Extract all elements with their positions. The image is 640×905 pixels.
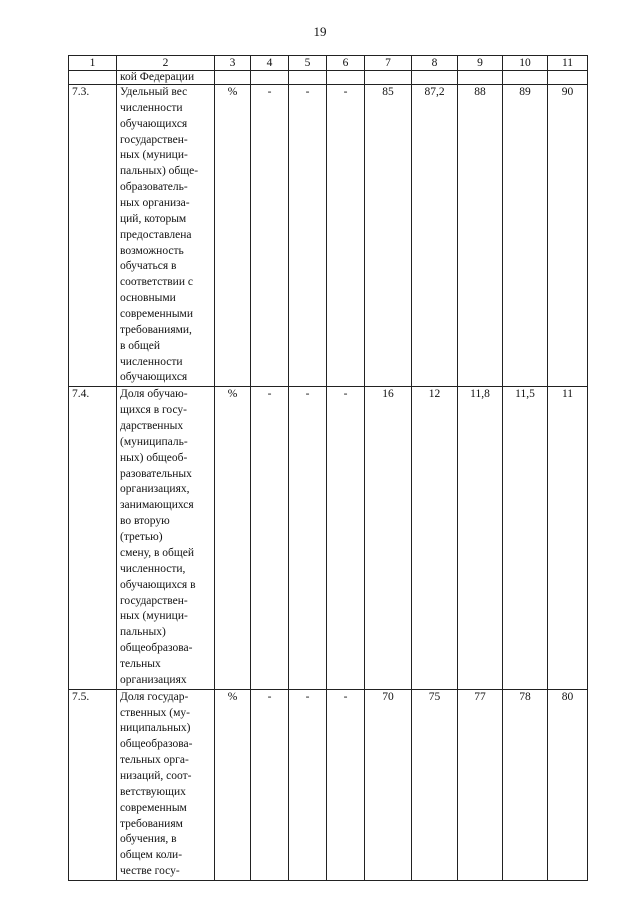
indicator-name-line: общеобразова- xyxy=(120,642,193,655)
row-number: 7.4. xyxy=(69,387,117,689)
value-cell-8: 87,2 xyxy=(412,85,458,387)
value-cell-10: 11,5 xyxy=(503,387,548,689)
value-cell-11: 90 xyxy=(548,85,588,387)
indicator-name-line: дарственных xyxy=(120,420,184,433)
row-number: 7.3. xyxy=(69,85,117,387)
indicator-name-line: смену, в общей xyxy=(120,546,195,559)
indicator-name-line: общеобразова- xyxy=(120,738,193,751)
column-header: 3 xyxy=(215,56,251,71)
value-cell-8: 12 xyxy=(412,387,458,689)
column-header: 2 xyxy=(117,56,215,71)
indicator-name-line: тельных орга- xyxy=(120,754,189,767)
indicator-name-line: Доля обучаю- xyxy=(120,388,188,401)
column-header: 7 xyxy=(365,56,412,71)
indicator-name-line: Доля государ- xyxy=(120,690,189,703)
indicator-name-line: соответствии с xyxy=(120,276,193,289)
indicator-name-line: обучающихся xyxy=(120,371,188,384)
indicator-name-line: (третью) xyxy=(120,531,163,544)
indicator-name-line: образователь- xyxy=(120,181,188,194)
column-header: 11 xyxy=(548,56,588,71)
unit-cell: % xyxy=(215,85,251,387)
indicator-name-line: требованиям xyxy=(120,817,183,830)
indicator-name-line: численности xyxy=(120,355,183,368)
value-cell-11: 80 xyxy=(548,689,588,880)
indicator-name-line: предоставлена xyxy=(120,228,192,241)
value-cell-4: - xyxy=(251,85,289,387)
indicators-table xyxy=(68,55,588,881)
indicator-name-line: современными xyxy=(120,308,193,321)
value-cell-8: 75 xyxy=(412,689,458,880)
indicator-name-line: ственных (му- xyxy=(120,706,190,719)
indicator-name-line: пальных) xyxy=(120,626,166,639)
value-cell-7: 16 xyxy=(365,387,412,689)
indicator-name-line: ных (муници- xyxy=(120,610,188,623)
value-cell-6: - xyxy=(327,689,365,880)
continuation-text: кой Федерации xyxy=(117,71,215,85)
indicator-name-line: обучения, в xyxy=(120,833,177,846)
indicator-name-line: Удельный вес xyxy=(120,86,188,98)
value-cell-4: - xyxy=(251,387,289,689)
indicator-name-line: в общей xyxy=(120,339,161,352)
column-header: 10 xyxy=(503,56,548,71)
indicator-name-line: численности, xyxy=(120,562,186,575)
indicator-name-line: разовательных xyxy=(120,467,192,480)
value-cell-5: - xyxy=(289,387,327,689)
indicator-name-line: основными xyxy=(120,292,176,305)
indicator-name-line: низаций, соот- xyxy=(120,769,192,782)
header-row xyxy=(69,56,588,71)
indicator-name-line: требованиями, xyxy=(120,323,192,336)
indicator-name-line: государствен- xyxy=(120,594,188,607)
indicator-name xyxy=(117,387,215,689)
indicator-name-line: обучающихся в xyxy=(120,578,196,591)
table-row xyxy=(69,689,588,880)
indicator-name-line: государствен- xyxy=(120,133,188,146)
value-cell-6: - xyxy=(327,85,365,387)
value-cell-5: - xyxy=(289,689,327,880)
indicator-name-line: общем коли- xyxy=(120,849,183,862)
column-header: 1 xyxy=(69,56,117,71)
indicator-name-line: ных) общеоб- xyxy=(120,451,188,464)
column-header: 9 xyxy=(458,56,503,71)
indicator-name-line: ций, которым xyxy=(120,212,187,225)
value-cell-10: 78 xyxy=(503,689,548,880)
indicator-name-line: пальных) обще- xyxy=(120,165,199,178)
indicator-name-line: занимающихся xyxy=(120,499,194,512)
page-number: 19 xyxy=(313,24,327,39)
column-header: 5 xyxy=(289,56,327,71)
indicator-name-line: честве госу- xyxy=(120,865,180,878)
indicator-name-line: во вторую xyxy=(120,515,170,528)
indicator-name-line: ных организа- xyxy=(120,197,190,210)
indicator-name-line: ветствующих xyxy=(120,785,186,798)
indicator-name-line: возможность xyxy=(120,244,184,257)
unit-cell: % xyxy=(215,689,251,880)
indicator-name xyxy=(117,85,215,387)
value-cell-4: - xyxy=(251,689,289,880)
column-header: 6 xyxy=(327,56,365,71)
table-row xyxy=(69,387,588,689)
value-cell-10: 89 xyxy=(503,85,548,387)
value-cell-9: 11,8 xyxy=(458,387,503,689)
indicator-name-line: организациях xyxy=(120,673,187,686)
indicator-name-line: тельных xyxy=(120,657,161,670)
value-cell-7: 85 xyxy=(365,85,412,387)
value-cell-7: 70 xyxy=(365,689,412,880)
value-cell-9: 88 xyxy=(458,85,503,387)
indicator-name xyxy=(117,689,215,880)
continuation-row xyxy=(69,71,588,85)
indicator-name-line: ных (муници- xyxy=(120,149,188,162)
indicator-name-line: современным xyxy=(120,801,187,814)
indicator-name-line: численности xyxy=(120,101,183,114)
indicator-name-line: обучающихся xyxy=(120,117,188,130)
indicator-name-line: щихся в госу- xyxy=(120,404,188,417)
unit-cell: % xyxy=(215,387,251,689)
column-header: 8 xyxy=(412,56,458,71)
row-number: 7.5. xyxy=(69,689,117,880)
table-row xyxy=(69,85,588,387)
value-cell-9: 77 xyxy=(458,689,503,880)
indicator-name-line: организациях, xyxy=(120,483,190,496)
indicator-name-line: ниципальных) xyxy=(120,722,191,735)
indicator-name-line: обучаться в xyxy=(120,260,177,273)
value-cell-6: - xyxy=(327,387,365,689)
indicator-name-line: (муниципаль- xyxy=(120,435,188,448)
column-header: 4 xyxy=(251,56,289,71)
value-cell-5: - xyxy=(289,85,327,387)
value-cell-11: 11 xyxy=(548,387,588,689)
